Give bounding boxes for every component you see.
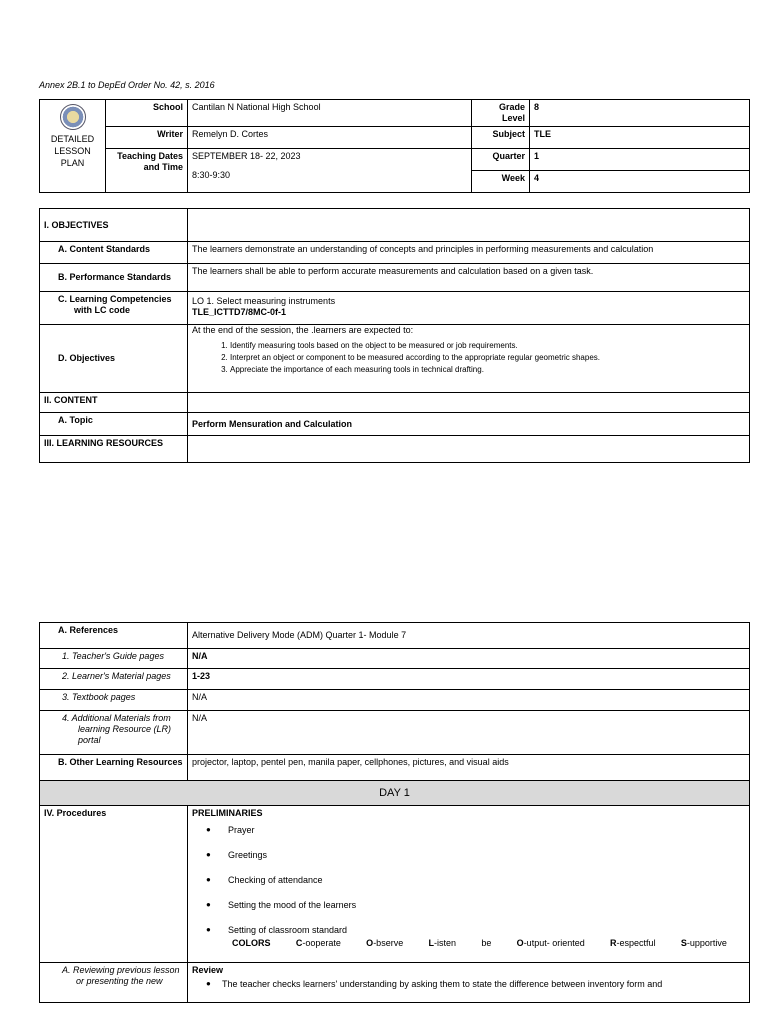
- textbook-value: N/A: [188, 690, 750, 711]
- colors-rest: -isten: [434, 938, 457, 948]
- dlp-title-cell: [40, 100, 106, 193]
- colors-item: [681, 938, 727, 949]
- dates-value: SEPTEMBER 18- 22, 2023: [192, 151, 301, 161]
- preliminaries-list: [192, 825, 745, 936]
- subject-label: Subject: [472, 127, 530, 149]
- content-standards-label: A. Content Standards: [40, 242, 188, 264]
- objectives-list: [192, 340, 745, 376]
- learning-competencies-label: [40, 292, 188, 325]
- objectives-value: [188, 325, 750, 393]
- colors-rest: -bserve: [373, 938, 404, 948]
- deped-seal-icon: [60, 104, 86, 130]
- colors-rest: -ooperate: [302, 938, 341, 948]
- week-value: 4: [530, 171, 750, 193]
- textbook-label: 3. Textbook pages: [40, 690, 188, 711]
- content-standards-value: The learners demonstrate an understanding of concepts and principles in performing measurements and calculation: [188, 242, 750, 264]
- review-text: ● The teacher checks learners' understanding by asking them to state the difference between inventory form and: [192, 979, 745, 990]
- objectives-label: D. Objectives: [40, 325, 188, 393]
- annex-reference: Annex 2B.1 to DepEd Order No. 42, s. 2016: [39, 80, 215, 90]
- lesson-header-table: [39, 99, 750, 193]
- school-value: Cantilan N National High School: [188, 100, 472, 127]
- learners-material-label: 2. Learner's Material pages: [40, 669, 188, 690]
- performance-standards-label: B. Performance Standards: [40, 264, 188, 292]
- learners-material-value: 1-23: [188, 669, 750, 690]
- objectives-intro: At the end of the session, the .learners are expected to:: [192, 325, 414, 335]
- section-content-value: [188, 393, 750, 413]
- reviewing-lesson-label-line2: or presenting the new: [76, 976, 163, 986]
- references-table: [39, 622, 750, 1003]
- colors-letter: L: [428, 938, 435, 948]
- teaching-dates-label-line1: Teaching Dates: [117, 151, 183, 161]
- reviewing-lesson-label-line1: A. Reviewing previous lesson: [62, 965, 180, 975]
- teachers-guide-label: 1. Teacher's Guide pages: [40, 649, 188, 669]
- objective-item: 3. Appreciate the importance of each measuring tools in technical drafting.: [230, 364, 745, 376]
- colors-item: [610, 938, 656, 949]
- additional-materials-label: [40, 711, 188, 755]
- learning-competencies-label-line2: with LC code: [74, 305, 130, 315]
- teaching-dates-value: [188, 149, 472, 193]
- section-learning-resources-label: III. LEARNING RESOURCES: [40, 436, 188, 463]
- colors-rest: -utput- oriented: [523, 938, 585, 948]
- procedures-value: [188, 806, 750, 963]
- colors-item: [481, 938, 491, 949]
- section-learning-resources-value: [188, 436, 750, 463]
- reviewing-lesson-label: [40, 963, 188, 1003]
- grade-level-label: Grade Level: [472, 100, 530, 127]
- writer-label: Writer: [106, 127, 188, 149]
- colors-item: [517, 938, 585, 949]
- colors-letter: O: [366, 938, 374, 948]
- objective-item: 1. Identify measuring tools based on the object to be measured or job requirements.: [230, 340, 745, 352]
- references-value: Alternative Delivery Mode (ADM) Quarter 1- Module 7: [188, 623, 750, 649]
- colors-item: [429, 938, 457, 949]
- teachers-guide-value: N/A: [188, 649, 750, 669]
- references-label: A. References: [40, 623, 188, 649]
- additional-materials-value: N/A: [188, 711, 750, 755]
- colors-letter: R: [610, 938, 617, 948]
- colors-rest: -espectful: [616, 938, 656, 948]
- list-item: ● Setting the mood of the learners: [206, 900, 745, 911]
- preliminaries-title: PRELIMINARIES: [192, 808, 263, 818]
- section-content-label: II. CONTENT: [40, 393, 188, 413]
- list-item: ● Checking of attendance: [206, 875, 745, 886]
- additional-materials-label-line2: learning Resource (LR): [78, 724, 172, 734]
- objective-item: 2. Interpret an object or component to be measured according to the appropriate regular geometric shapes.: [230, 352, 745, 364]
- objectives-table: [39, 208, 750, 463]
- teaching-dates-label: [106, 149, 188, 193]
- other-resources-value: projector, laptop, pentel pen, manila paper, cellphones, pictures, and visual aids: [188, 755, 750, 781]
- additional-materials-label-line1: 4. Additional Materials from: [62, 713, 171, 723]
- section-objectives-label: I. OBJECTIVES: [40, 209, 188, 242]
- list-item: ● Setting of classroom standard: [206, 925, 745, 936]
- other-resources-label: B. Other Learning Resources: [40, 755, 188, 781]
- topic-label: A. Topic: [40, 413, 188, 436]
- dlp-title-line2: LESSON: [54, 146, 91, 156]
- colors-item: [366, 938, 403, 949]
- competency-code: TLE_ICTTD7/8MC-0f-1: [192, 307, 287, 317]
- colors-word: COLORS: [232, 938, 271, 948]
- list-item: ● Prayer: [206, 825, 745, 836]
- colors-rest: -upportive: [686, 938, 727, 948]
- list-item: ● Greetings: [206, 850, 745, 861]
- time-value: 8:30-9:30: [192, 170, 231, 180]
- colors-letter: O: [516, 938, 524, 948]
- additional-materials-label-line3: portal: [78, 735, 101, 745]
- performance-standards-value: The learners shall be able to perform accurate measurements and calculation based on a given task.: [188, 264, 750, 292]
- procedures-label: IV. Procedures: [40, 806, 188, 963]
- colors-acronym: [192, 938, 745, 949]
- grade-level-value: 8: [530, 100, 750, 127]
- writer-value: Remelyn D. Cortes: [188, 127, 472, 149]
- teaching-dates-label-line2: and Time: [143, 162, 183, 172]
- reviewing-lesson-value: [188, 963, 750, 1003]
- colors-item: [296, 938, 341, 949]
- subject-value: TLE: [530, 127, 750, 149]
- dlp-title-line3: PLAN: [60, 158, 85, 168]
- week-label: Week: [472, 171, 530, 193]
- colors-letter: S: [680, 938, 687, 948]
- topic-value: Perform Mensuration and Calculation: [188, 413, 750, 436]
- quarter-label: Quarter: [472, 149, 530, 171]
- learning-competencies-value: [188, 292, 750, 325]
- learning-competencies-label-line1: C. Learning Competencies: [58, 294, 172, 304]
- colors-letter: C: [295, 938, 303, 948]
- school-label: School: [106, 100, 188, 127]
- quarter-value: 1: [530, 149, 750, 171]
- colors-rest: be: [481, 938, 492, 948]
- day-banner: DAY 1: [40, 781, 750, 806]
- section-objectives-value: [188, 209, 750, 242]
- competency-text: LO 1. Select measuring instruments: [192, 296, 336, 306]
- review-title: Review: [192, 965, 224, 975]
- dlp-title-line1: DETAILED: [50, 134, 95, 144]
